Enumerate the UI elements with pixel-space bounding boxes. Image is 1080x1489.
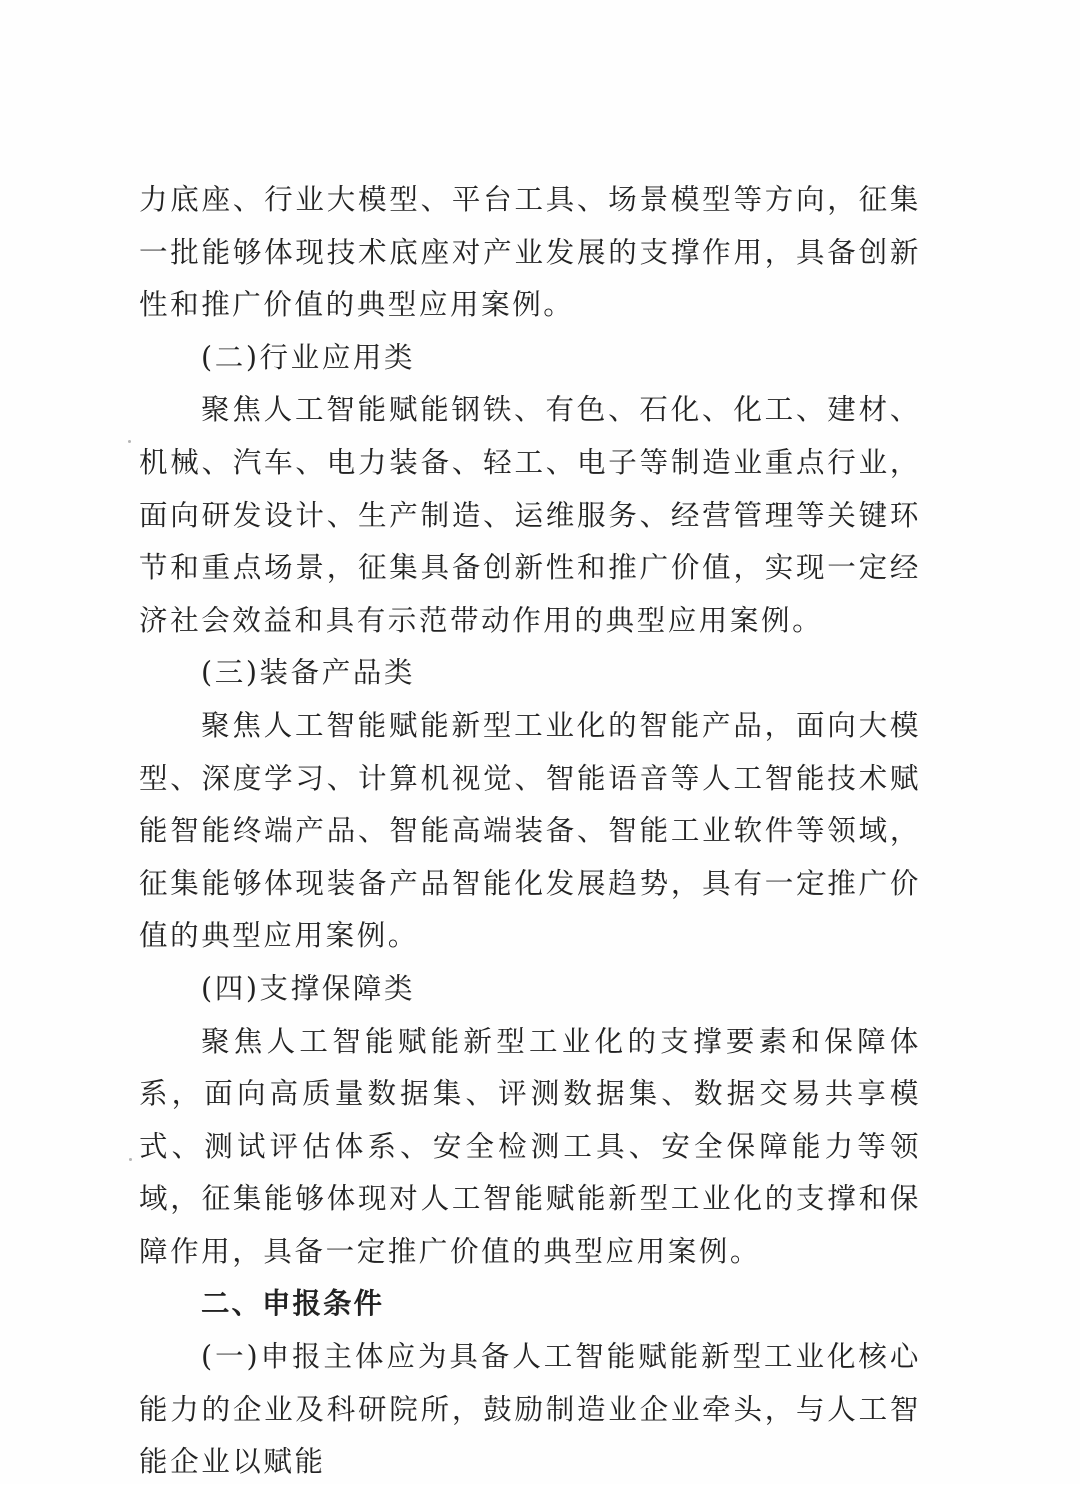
paragraph-equipment-products: 聚焦人工智能赋能新型工业化的智能产品，面向大模型、深度学习、计算机视觉、智能语音等人工智能技术赋能智能终端产品、智能高端装备、智能工业软件等领域，征集能够体现装备产品智能化发展趋势，具有一定推广价值的典型应用案例。 [139,708,921,953]
document-body [139,174,921,1489]
scan-speck [129,1158,132,1161]
paragraph-continuation: 力底座、行业大模型、平台工具、场景模型等方向，征集一批能够体现技术底座对产业发展的支撑作用，具备创新性和推广价值的典型应用案例。 [139,183,921,322]
paragraph-application-condition-1: (一)申报主体应为具备人工智能赋能新型工业化核心能力的企业及科研院所，鼓励制造业企业牵头，与人工智能企业以赋能 [139,1340,921,1479]
paragraph-support-guarantee: 聚焦人工智能赋能新型工业化的支撑要素和保障体系，面向高质量数据集、评测数据集、数据交易共享模式、测试评估体系、安全检测工具、安全保障能力等领域，征集能够体现对人工智能赋能新型工业化的支撑和保障作用，具备一定推广价值的典型应用案例。 [139,1024,921,1268]
subheading-support-guarantee: (四)支撑保障类 [201,971,416,1005]
scan-speck [128,440,131,443]
paragraph-industry-application: 聚焦人工智能赋能钢铁、有色、石化、化工、建材、机械、汽车、电力装备、轻工、电子等制造业重点行业，面向研发设计、生产制造、运维服务、经营管理等关键环节和重点场景，征集具备创新性和推广价值，实现一定经济社会效益和具有示范带动作用的典型应用案例。 [139,393,921,637]
subheading-equipment-products: (三)装备产品类 [201,656,416,690]
subheading-industry-application: (二)行业应用类 [201,340,416,374]
section-heading-application-conditions: 二、申报条件 [201,1287,385,1321]
